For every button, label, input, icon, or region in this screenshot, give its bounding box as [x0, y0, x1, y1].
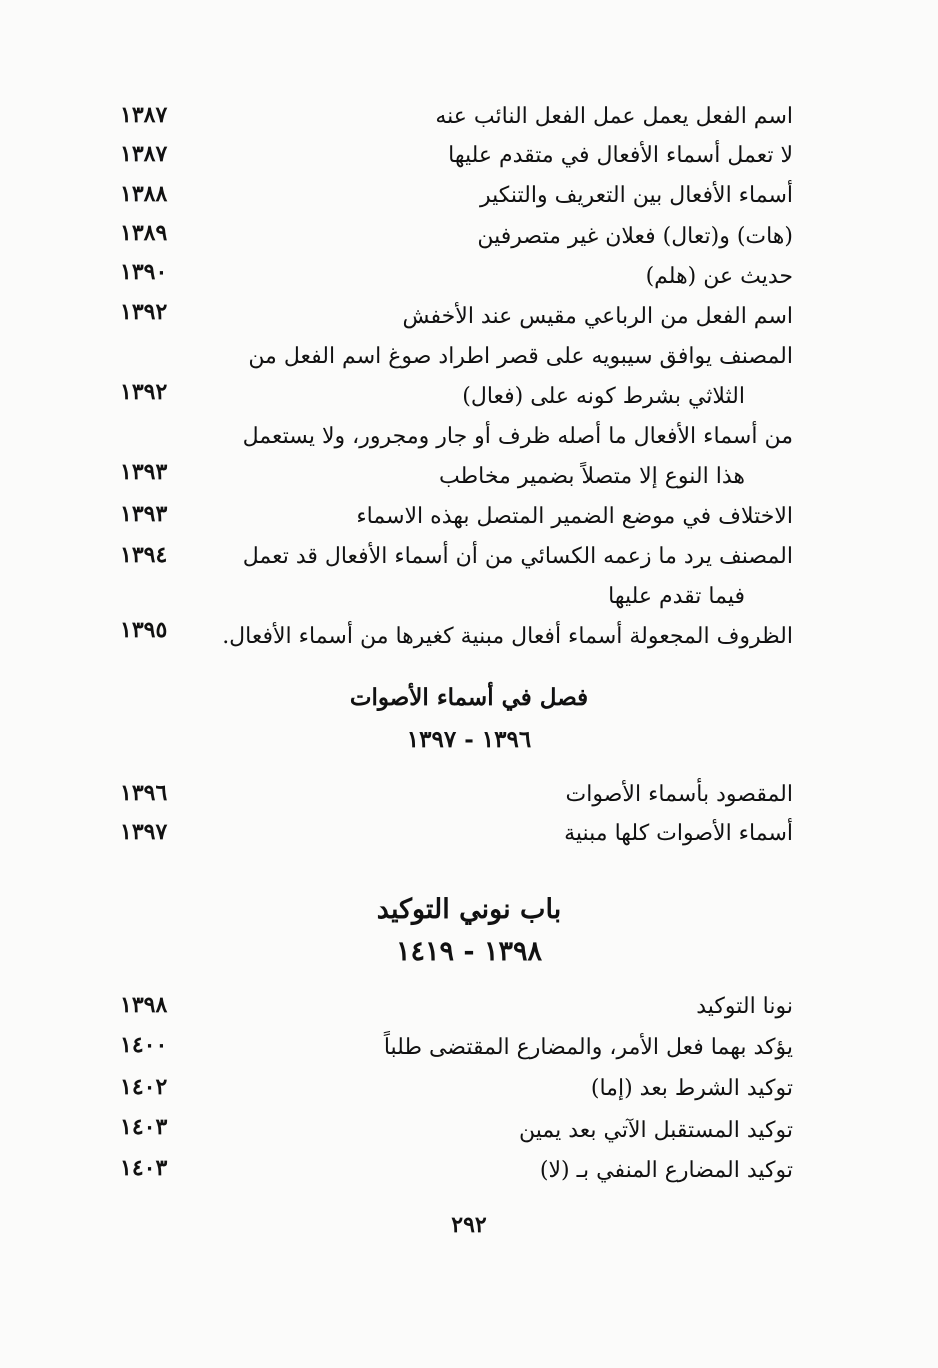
section-page-range: ١٣٩٦ - ١٣٩٧	[406, 726, 532, 753]
toc-entry-text: الظروف المجعولة أسماء أفعال مبنية كغيرها من أسماء الأفعال.	[222, 624, 793, 649]
toc-entry-text-continued: هذا النوع إلا متصلاً بضمير مخاطب	[439, 464, 745, 489]
toc-entry-page: ١٤٠٣	[120, 1155, 168, 1181]
toc-entry-page: ١٣٩٦	[120, 780, 168, 806]
toc-entry-page: ١٣٩٣	[120, 501, 168, 527]
toc-entry-text: يؤكد بهما فعل الأمر، والمضارع المقتضى طلباً	[383, 1035, 793, 1060]
toc-entry-page: ١٣٨٨	[120, 181, 168, 207]
toc-entry-text: الاختلاف في موضع الضمير المتصل بهذه الاسماء	[356, 504, 793, 529]
chapter-heading: باب نوني التوكيد	[376, 894, 562, 925]
toc-entry-page: ١٤٠٢	[120, 1074, 168, 1100]
toc-entry-page: ١٣٩٠	[120, 259, 168, 285]
toc-entry-text: من أسماء الأفعال ما أصله ظرف أو جار ومجرور، ولا يستعمل	[242, 424, 793, 449]
toc-entry-page: ١٤٠٠	[120, 1032, 168, 1058]
toc-entry-text: نونا التوكيد	[696, 994, 793, 1019]
toc-entry-page: ١٣٨٧	[120, 102, 168, 128]
toc-entry-text: حديث عن (هلم)	[645, 264, 793, 289]
chapter-page-range: ١٣٩٨ - ١٤١٩	[395, 936, 543, 967]
toc-entry-text: المصنف يوافق سيبويه على قصر اطراد صوغ اسم الفعل من	[248, 344, 793, 369]
toc-entry-text: المصنف يرد ما زعمه الكسائي من أن أسماء الأفعال قد تعمل	[242, 544, 793, 569]
toc-entry-page: ١٣٩٤	[120, 542, 168, 568]
toc-entry-text: أسماء الأفعال بين التعريف والتنكير	[479, 183, 793, 208]
toc-entry-page: ١٣٨٩	[120, 220, 168, 246]
toc-entry-page: ١٣٩٣	[120, 459, 168, 485]
toc-entry-text-continued: الثلاثي بشرط كونه على (فعال)	[462, 384, 745, 409]
toc-entry-page: ١٣٩٨	[120, 992, 168, 1018]
toc-entry-text: توكيد المستقبل الآتي بعد يمين	[519, 1118, 793, 1143]
toc-entry-page: ١٣٩٧	[120, 819, 168, 845]
section-heading: فصل في أسماء الأصوات	[349, 684, 589, 711]
toc-entry-page: ١٣٩٥	[120, 617, 168, 643]
toc-entry-page: ١٣٩٢	[120, 379, 168, 405]
toc-entry-text: (هات) و(تعال) فعلان غير متصرفين	[477, 224, 793, 249]
toc-entry-text: اسم الفعل من الرباعي مقيس عند الأخفش	[402, 304, 793, 329]
toc-entry-text: توكيد المضارع المنفي بـ (لا)	[539, 1158, 793, 1183]
toc-entry-page: ١٣٨٧	[120, 141, 168, 167]
toc-entry-text: أسماء الأصوات كلها مبنية	[564, 821, 793, 846]
toc-entry-text: المقصود بأسماء الأصوات	[565, 782, 793, 807]
toc-entry-page: ١٤٠٣	[120, 1114, 168, 1140]
toc-entry-page: ١٣٩٢	[120, 299, 168, 325]
toc-entry-text: لا تعمل أسماء الأفعال في متقدم عليها	[448, 143, 793, 168]
page-number: ٢٩٢	[451, 1212, 487, 1238]
toc-entry-text-continued: فيما تقدم عليها	[608, 584, 745, 609]
toc-entry-text: اسم الفعل يعمل عمل الفعل النائب عنه	[435, 104, 793, 129]
toc-entry-text: توكيد الشرط بعد (إما)	[590, 1076, 793, 1101]
